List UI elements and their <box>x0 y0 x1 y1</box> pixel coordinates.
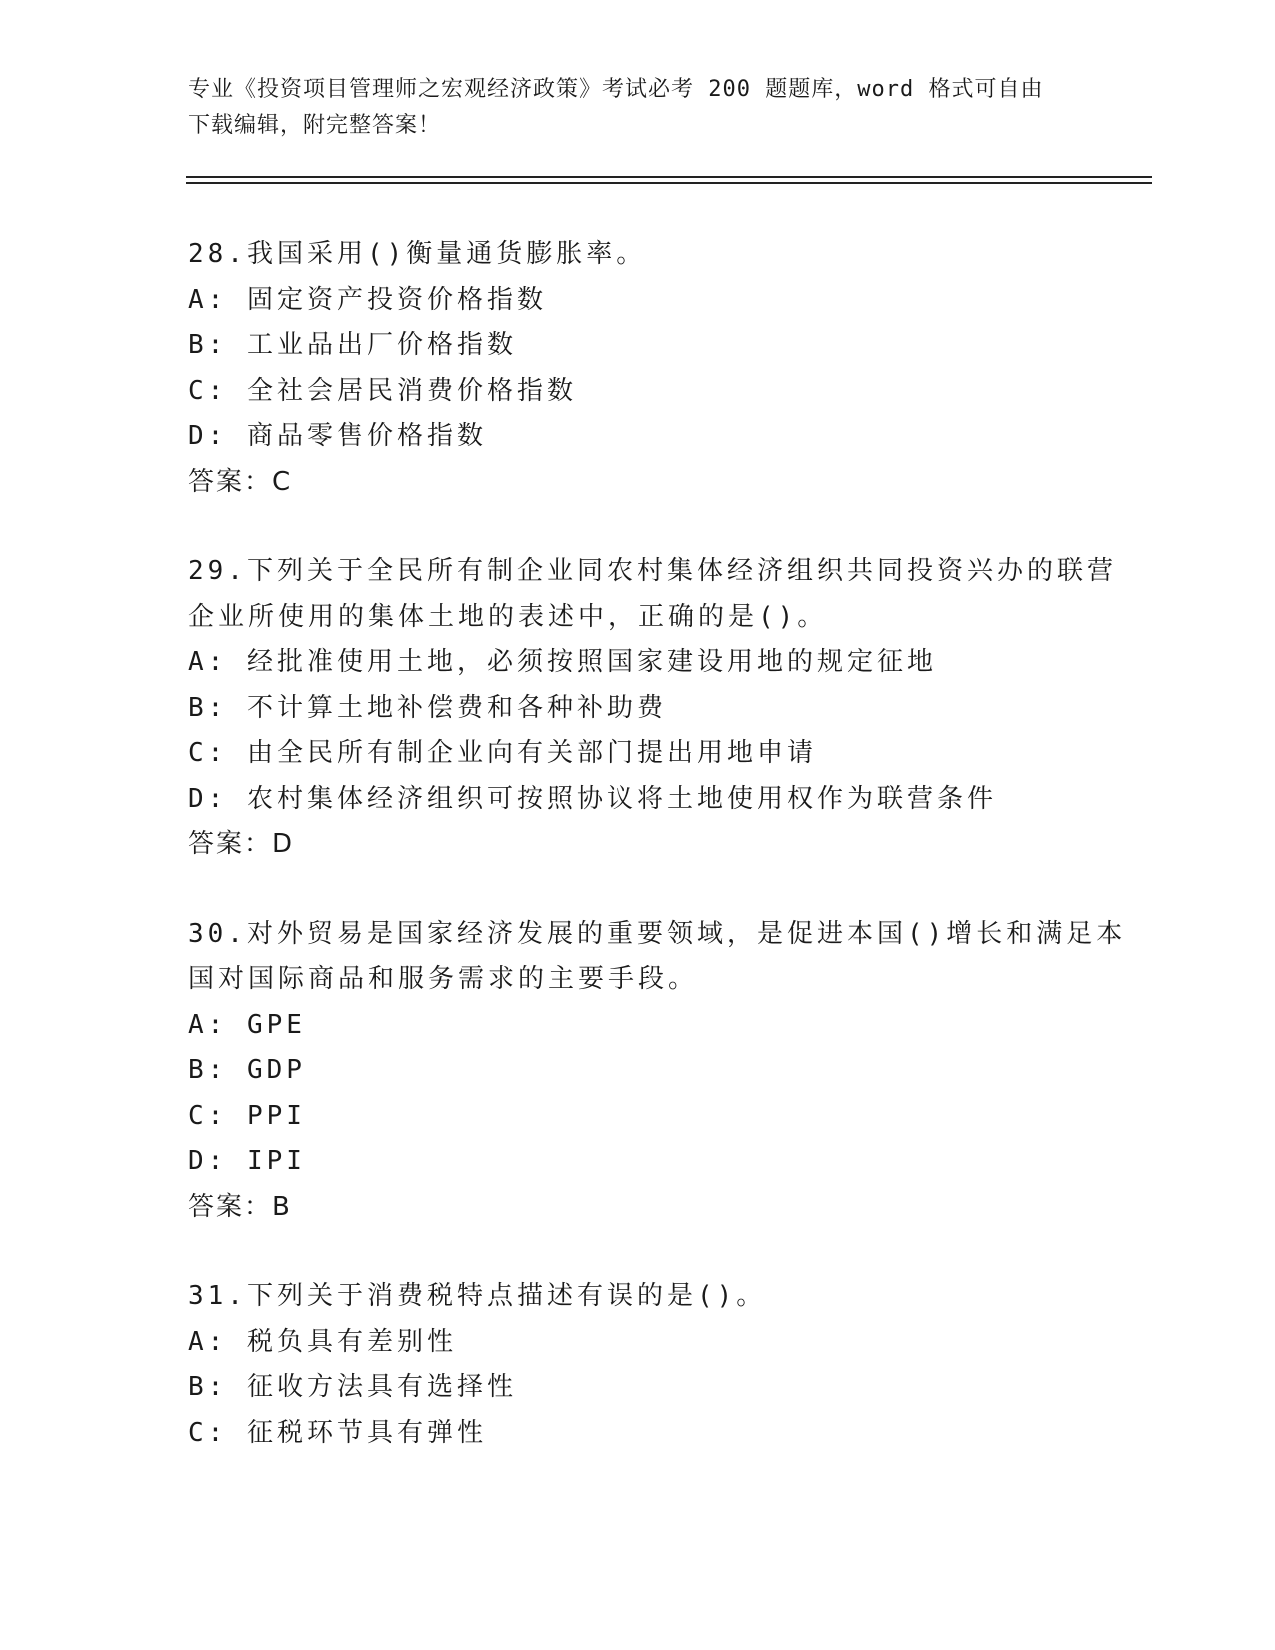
option-d: D: IPI <box>188 1146 306 1176</box>
option-b: B: GDP <box>188 1055 306 1085</box>
question-30 <box>188 912 1127 1231</box>
option-b: B: 不计算土地补偿费和各种补助费 <box>188 692 667 723</box>
option-c: C: PPI <box>188 1100 306 1131</box>
option-a: A: GPE <box>188 1009 306 1040</box>
option-a: A: 税负具有差别性 <box>188 1326 457 1357</box>
option-c: C: 全社会居民消费价格指数 <box>188 375 577 406</box>
question-list <box>188 232 1127 1500</box>
header-divider-bottom <box>186 182 1152 184</box>
option-b: B: 征收方法具有选择性 <box>188 1372 517 1402</box>
question-stem-line: 30.对外贸易是国家经济发展的重要领域，是促进本国()增长和满足本 <box>188 918 1127 949</box>
header-divider-top <box>186 176 1152 178</box>
option-c: C: 征税环节具有弹性 <box>188 1417 487 1448</box>
question-stem-line: 国对国际商品和服务需求的主要手段。 <box>188 964 699 994</box>
header-line-1: 专业《投资项目管理师之宏观经济政策》考试必考 200 题题库，word 格式可自由 <box>188 77 1044 102</box>
option-d: D: 商品零售价格指数 <box>188 421 487 451</box>
document-header <box>188 72 1088 144</box>
question-stem-line: 31.下列关于消费税特点描述有误的是()。 <box>188 1281 767 1311</box>
option-a: A: 经批准使用土地，必须按照国家建设用地的规定征地 <box>188 647 937 677</box>
option-b: B: 工业品出厂价格指数 <box>188 330 517 360</box>
question-stem-line: 企业所使用的集体土地的表述中，正确的是()。 <box>188 601 828 632</box>
answer-label: 答案：B <box>188 1191 292 1222</box>
answer-label: 答案：D <box>188 829 295 859</box>
option-d: D: 农村集体经济组织可按照协议将土地使用权作为联营条件 <box>188 783 997 814</box>
question-31 <box>188 1274 1088 1456</box>
question-stem-line: 28.我国采用()衡量通货膨胀率。 <box>188 239 647 269</box>
option-a: A: 固定资产投资价格指数 <box>188 284 547 315</box>
answer-label: 答案：C <box>188 466 293 497</box>
question-stem-line: 29.下列关于全民所有制企业同农村集体经济组织共同投资兴办的联营 <box>188 556 1117 586</box>
header-line-2: 下载编辑，附完整答案！ <box>188 113 442 138</box>
option-c: C: 由全民所有制企业向有关部门提出用地申请 <box>188 738 817 768</box>
question-29 <box>188 549 1117 868</box>
question-28 <box>188 232 1088 505</box>
